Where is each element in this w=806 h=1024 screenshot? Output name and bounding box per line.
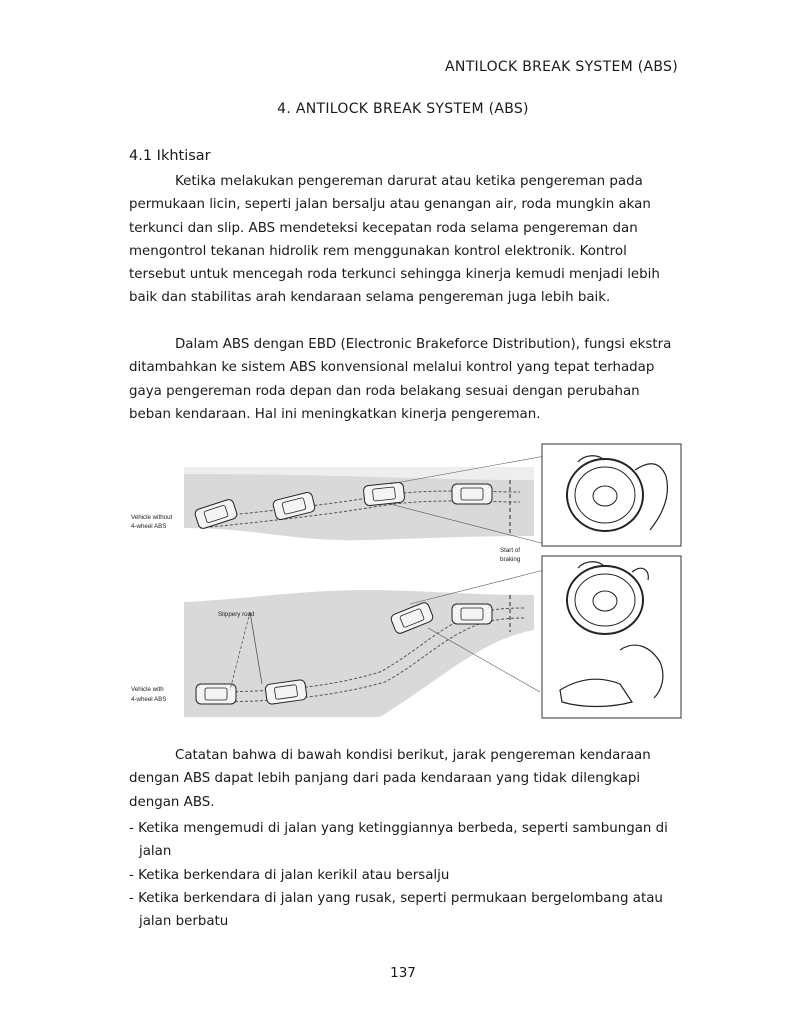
car-top-4: [452, 484, 492, 504]
chapter-title: 4. ANTILOCK BREAK SYSTEM (ABS): [277, 101, 529, 117]
paragraph-note-text: Catatan bahwa di bawah kondisi berikut, jarak pengereman kendaraan dengan ABS dapat lebih panjang dari pada kendaraan yang tidak dilengkapi dengan ABS.: [129, 748, 651, 810]
paragraph-ebd: [129, 333, 675, 426]
paragraph-note: [129, 744, 675, 814]
list-item: - Ketika berkendara di jalan yang rusak, seperti permukaan bergelombang atau jalan berbatu: [129, 890, 663, 930]
inset-steering-with-abs: [542, 556, 681, 718]
car-bottom-1: [196, 684, 236, 704]
abs-braking-figure: [131, 440, 686, 722]
page-number: 137: [390, 965, 416, 981]
paragraph-ebd-text: Dalam ABS dengan EBD (Electronic Brakeforce Distribution), fungsi ekstra ditambahkan ke sistem ABS konvensional melalui kontrol yang tepat terhadap gaya pengereman roda depan dan roda belakang sesuai dengan perubahan beban kendaraan. Hal ini meningkatkan kinerja pengereman.: [129, 337, 672, 422]
label-vehicle-with-abs-2: 4-wheel ABS: [131, 696, 167, 703]
running-header: ANTILOCK BREAK SYSTEM (ABS): [445, 59, 678, 75]
section-heading: 4.1 Ikhtisar: [129, 148, 211, 164]
paragraph-overview-text: Ketika melakukan pengereman darurat atau ketika pengereman pada permukaan licin, seperti jalan bersalju atau genangan air, roda mungkin akan terkunci dan slip. ABS mendeteksi kecepatan roda selama pengereman dan mengontrol tekanan hidrolik rem menggunakan kontrol elektronik. Kontrol tersebut untuk mencegah roda terkunci sehingga kinerja kemudi menjadi lebih baik dan stabilitas arah kendaraan selama pengereman juga lebih baik.: [129, 174, 660, 306]
paragraph-overview: [129, 170, 675, 310]
label-start-braking-2: braking: [500, 556, 521, 563]
label-slippery-road: Slippery road: [218, 611, 255, 618]
label-vehicle-without-abs-1: Vehicle without: [131, 514, 173, 521]
inset-steering-without-abs: [542, 444, 681, 546]
car-top-3: [363, 482, 405, 506]
list-item: - Ketika berkendara di jalan kerikil atau bersalju: [129, 867, 450, 883]
list-item: - Ketika mengemudi di jalan yang ketinggiannya berbeda, seperti sambungan di jalan: [129, 821, 668, 860]
label-vehicle-without-abs-2: 4-wheel ABS: [131, 523, 167, 530]
car-bottom-4: [452, 604, 492, 624]
label-vehicle-with-abs-1: Vehicle with: [131, 686, 164, 693]
label-start-braking-1: Start of: [500, 547, 520, 554]
conditions-list: [129, 817, 689, 933]
